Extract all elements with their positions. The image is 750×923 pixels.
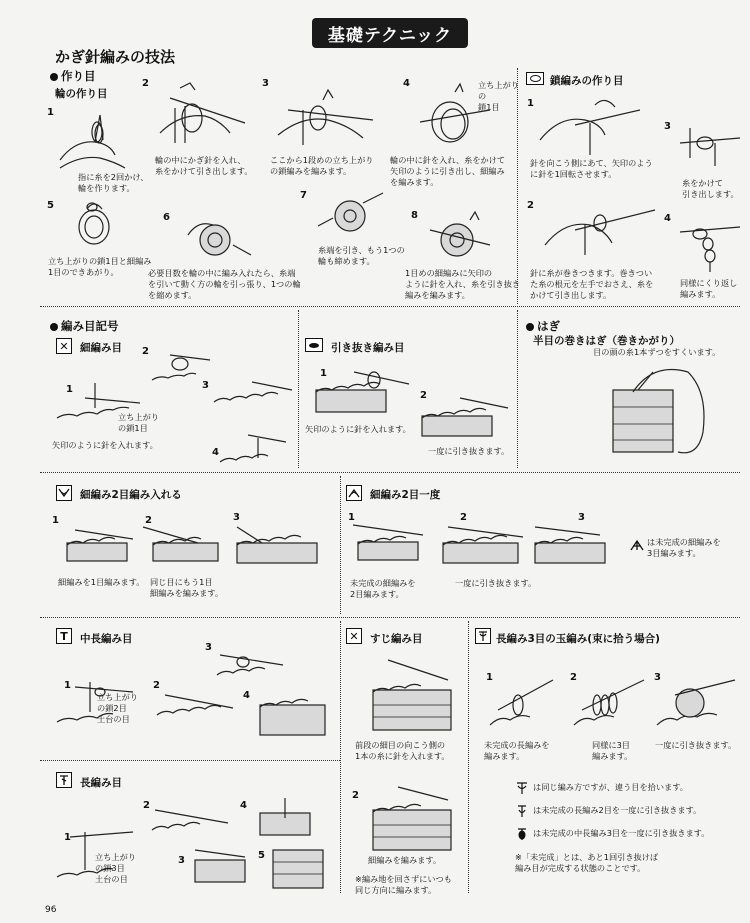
- tamaami-num1: 1: [486, 672, 493, 683]
- hand-loop-illustration: [55, 110, 135, 175]
- sc-increase-glyph: [58, 487, 70, 499]
- tsukurime-step4-text: 輪の中に針を入れ、糸をかけて 矢印のように引き出し、細編み を編みます。: [390, 155, 506, 187]
- hdc-step3-illustration: [215, 650, 285, 685]
- suji-text2: 細編みを編みます。: [368, 855, 442, 865]
- koma2ichido-title: 細編み2目一度: [370, 489, 441, 501]
- ring-tighten-illustration: [183, 215, 253, 265]
- divider-mid-vertical-3: [340, 476, 341, 614]
- koma2ire-title: 細編み2目編み入れる: [80, 489, 182, 501]
- nagaami-title: 長編み目: [80, 777, 122, 789]
- kusari-step4-text: 同様にくり返し 編みます。: [680, 278, 738, 299]
- ring-close-illustration: [318, 188, 388, 243]
- slip-stitch-ring-illustration: [425, 210, 495, 265]
- tsukurime-step1-num: 1: [47, 107, 54, 118]
- koma2ire-text2: 同じ目にもう1目 細編みを編みます。: [150, 577, 224, 598]
- back-loop-symbol-icon: ✕: [346, 628, 362, 644]
- tsukurime-step3-text: ここから1段めの立ち上がり の鎖編みを編みます。: [270, 155, 374, 176]
- koma2ichido-note: は未完成の細編みを 3目編みます。: [647, 537, 721, 558]
- tamaami-title: 長編み3目の玉編み(束に拾う場合): [496, 633, 660, 645]
- dec-step2-illustration: [438, 525, 528, 570]
- sc-step2-illustration: [150, 350, 210, 390]
- tamaami-num2: 2: [570, 672, 577, 683]
- ring-stitch-illustration: [72, 197, 122, 252]
- divider-mid-vertical-1: [298, 310, 299, 468]
- tamaami-note2: は未完成の長編み2目を一度に引き抜きます。: [533, 805, 702, 815]
- nagaami-num2: 2: [143, 800, 150, 811]
- tsukurime-step2-num: 2: [142, 78, 149, 89]
- koma2ichido-text1: 未完成の細編みを 2目編みます。: [350, 578, 416, 599]
- chunaga-num1: 1: [64, 680, 71, 691]
- suji-note: ※編み地を回さずにいつも 同じ方向に編みます。: [355, 874, 452, 895]
- sc-decrease-glyph: [348, 487, 360, 499]
- divider-horizontal-3: [40, 617, 740, 618]
- divider-lower-vertical-2: [468, 621, 469, 893]
- bullet-icon: [526, 323, 534, 331]
- divider-upper-horizontal: [40, 306, 740, 307]
- tsukurime-step1-text: 指に糸を2回かけ、 輪を作ります。: [78, 172, 149, 193]
- single-crochet-symbol-icon: ✕: [56, 338, 72, 354]
- nagaami-num3: 3: [178, 855, 185, 866]
- kusari-step1-text: 針を向こう側にあて、矢印のよう に針を1回転させます。: [530, 158, 653, 179]
- tsukurime-step8-text: 1目めの細編みに矢印の ように針を入れ、糸を引き抜き 編みを編みます。: [405, 268, 521, 300]
- slip-step1-illustration: [314, 370, 414, 418]
- dec-step3-illustration: [530, 525, 610, 570]
- komaami-text: 矢印のように針を入れます。: [52, 440, 158, 450]
- suji-title: すじ編み目: [370, 633, 423, 645]
- nagaami-num5: 5: [258, 850, 265, 861]
- tsukurime-step2-text: 輪の中にかぎ針を入れ、 糸をかけて引き出します。: [155, 155, 253, 176]
- inc-step1-illustration: [65, 525, 135, 570]
- tamaami-note1: は同じ編み方ですが、違う目を拾います。: [533, 782, 688, 792]
- hagi-subheading: 半目の巻きはぎ（巻きかがり）: [533, 335, 680, 347]
- hikinuki-text1: 矢印のように針を入れます。: [305, 424, 411, 434]
- dc-glyph: [58, 774, 70, 786]
- tsukurime-step8-num: 8: [411, 210, 418, 221]
- slip-stitch-symbol-icon: [305, 338, 323, 352]
- sc-3tog-glyph: [630, 538, 644, 552]
- komaami-num2: 2: [142, 346, 149, 357]
- dc2tog-symbol-icon: [515, 803, 529, 822]
- hook-loop-illustration: [150, 78, 250, 148]
- hdc3tog-glyph: [515, 827, 529, 841]
- divider-horizontal-2: [40, 472, 740, 473]
- divider-lower-vertical-1: [340, 621, 341, 893]
- chunaga-label: 立ち上がり の鎖2目 土台の目: [97, 692, 138, 724]
- dc-step4-illustration: [255, 798, 315, 838]
- koma2ire-num3: 3: [233, 512, 240, 523]
- sc-decrease-symbol-icon: [346, 485, 362, 501]
- hikinuki-text2: 一度に引き抜きます。: [428, 446, 510, 456]
- amime-kigou-heading: [50, 318, 119, 334]
- koma2ichido-text2: 一度に引き抜きます。: [455, 578, 537, 588]
- kusari-step3-num: 3: [664, 121, 671, 132]
- komaami-title: 細編み目: [80, 342, 122, 354]
- tsukurime-heading-text: 作り目: [61, 69, 96, 83]
- bobble-step3-illustration: [655, 675, 737, 735]
- hagi-text: 目の頭の糸1本ずつをすくいます。: [593, 347, 721, 357]
- kusari-step3-text: 糸をかけて 引き出します。: [682, 178, 739, 199]
- tsukurime-step7-text: 糸端を引き、もう1つの 輪も締めます。: [318, 245, 405, 266]
- nagaami-num1: 1: [64, 832, 71, 843]
- dc-step2-illustration: [150, 805, 230, 840]
- bobble-step2-illustration: [572, 675, 647, 735]
- page-number: 96: [45, 905, 57, 915]
- whipstitch-illustration: [598, 362, 718, 462]
- tamaami-text3: 一度に引き抜きます。: [655, 740, 737, 750]
- hikinuki-num2: 2: [420, 390, 427, 401]
- chain-twist-illustration: [535, 95, 645, 155]
- chain-start-illustration: [268, 80, 378, 150]
- nagaami-label: 立ち上がり の鎖3目 土台の目: [95, 852, 136, 884]
- bobble-glyph: [477, 630, 489, 642]
- sc-step3-illustration: [212, 382, 292, 412]
- komaami-num4: 4: [212, 447, 219, 458]
- bullet-icon: [50, 73, 58, 81]
- slip-step2-illustration: [420, 398, 510, 440]
- kusari-heading: 鎖編みの作り目: [550, 75, 624, 87]
- chunaga-num3: 3: [205, 642, 212, 653]
- back-loop-step1-illustration: [368, 655, 458, 735]
- hdc-symbol-icon: T: [56, 628, 72, 644]
- hdc-step2-illustration: [155, 690, 235, 725]
- kusari-step2-num: 2: [527, 200, 534, 211]
- sc-increase-symbol-icon: [56, 485, 72, 501]
- dec-step1-illustration: [348, 520, 428, 570]
- komaami-num3: 3: [202, 380, 209, 391]
- sc-3tog-symbol-icon: [630, 537, 644, 556]
- page-title-banner: 基礎テクニック: [312, 18, 468, 48]
- tsukurime-step4-num: 4: [403, 78, 410, 89]
- koma2ichido-num3: 3: [578, 512, 585, 523]
- section-title: かぎ針編みの技法: [55, 48, 176, 66]
- koma2ichido-num2: 2: [460, 512, 467, 523]
- koma2ire-num1: 1: [52, 515, 59, 526]
- bobble-symbol-icon: [475, 628, 491, 644]
- tsukurime-subheading: 輪の作り目: [55, 88, 108, 100]
- bobble-variant-glyph: [515, 781, 529, 795]
- chain-repeat-illustration: [680, 212, 740, 272]
- dc-step5-illustration: [268, 842, 328, 892]
- amime-kigou-heading-text: 編み目記号: [61, 319, 119, 333]
- koma2ichido-num1: 1: [348, 512, 355, 523]
- bobble-variant-symbol-icon: [515, 780, 529, 799]
- hdc-step4-illustration: [255, 690, 330, 740]
- tsukurime-step5-text: 立ち上がりの鎖1目と細編み 1目のできあがり。: [48, 256, 152, 277]
- chunaga-num2: 2: [153, 680, 160, 691]
- koma2ire-text1: 細編みを1目編みます。: [58, 577, 145, 587]
- divider-horizontal-4: [40, 760, 340, 761]
- tsukurime-step7-num: 7: [300, 190, 307, 201]
- tsukurime-step5-num: 5: [47, 200, 54, 211]
- divider-top-vertical: [517, 68, 518, 304]
- chunaga-num4: 4: [243, 690, 250, 701]
- hagi-heading-text: はぎ: [537, 319, 560, 333]
- tamaami-text1: 未完成の長編みを 編みます。: [484, 740, 550, 761]
- komaami-label: 立ち上がり の鎖1目: [118, 412, 159, 433]
- tamaami-num3: 3: [654, 672, 661, 683]
- inc-step2-illustration: [143, 525, 223, 570]
- nagaami-num4: 4: [240, 800, 247, 811]
- kusari-step2-text: 針に糸が巻きつきます。巻きつい た糸の根元を左手でおさえ、糸を かけて引き出します。: [530, 268, 654, 300]
- tsukurime-step6-text: 必要目数を輪の中に編み入れたら、糸端 を引いて動く方の輪を引っ張り、1つの輪 を縮めます。: [148, 268, 301, 300]
- hikinuki-num1: 1: [320, 368, 327, 379]
- sc-step4-illustration: [218, 430, 288, 470]
- inc-step3-illustration: [232, 525, 322, 570]
- bullet-icon: [50, 323, 58, 331]
- tsukurime-step6-num: 6: [163, 212, 170, 223]
- chain-symbol-icon: [526, 72, 544, 85]
- hagi-heading: [526, 318, 560, 334]
- tamaami-note3: は未完成の中長編み3目を一度に引き抜きます。: [533, 828, 710, 838]
- suji-num2: 2: [352, 790, 359, 801]
- chain-wrap-illustration: [540, 195, 660, 255]
- divider-mid-vertical-2: [517, 310, 518, 468]
- kusari-step4-num: 4: [664, 213, 671, 224]
- hdc3tog-symbol-icon: [515, 826, 529, 845]
- tamaami-text2: 同様に3目 編みます。: [592, 740, 633, 761]
- suji-text1: 前段の細目の向こう側の 1本の糸に針を入れます。: [355, 740, 450, 761]
- dc2tog-glyph: [515, 804, 529, 818]
- kusari-step1-num: 1: [527, 98, 534, 109]
- back-loop-step2-illustration: [368, 785, 458, 855]
- chain-pull-illustration: [680, 118, 740, 168]
- tsukurime-step4-label: 立ち上がり の 鎖1目: [478, 80, 519, 112]
- koma2ire-num2: 2: [145, 515, 152, 526]
- dc-step3-illustration: [190, 845, 250, 885]
- tsukurime-heading: [50, 68, 96, 84]
- dc-symbol-icon: [56, 772, 72, 788]
- bobble-step1-illustration: [488, 675, 558, 735]
- tsukurime-step3-num: 3: [262, 78, 269, 89]
- hikinuki-title: 引き抜き編み目: [331, 342, 405, 354]
- chunaga-title: 中長編み目: [80, 633, 133, 645]
- komaami-num1: 1: [66, 384, 73, 395]
- tamaami-footnote: ※「未完成」とは、あと1回引き抜けば 編み目が完成する状態のことです。: [515, 852, 659, 873]
